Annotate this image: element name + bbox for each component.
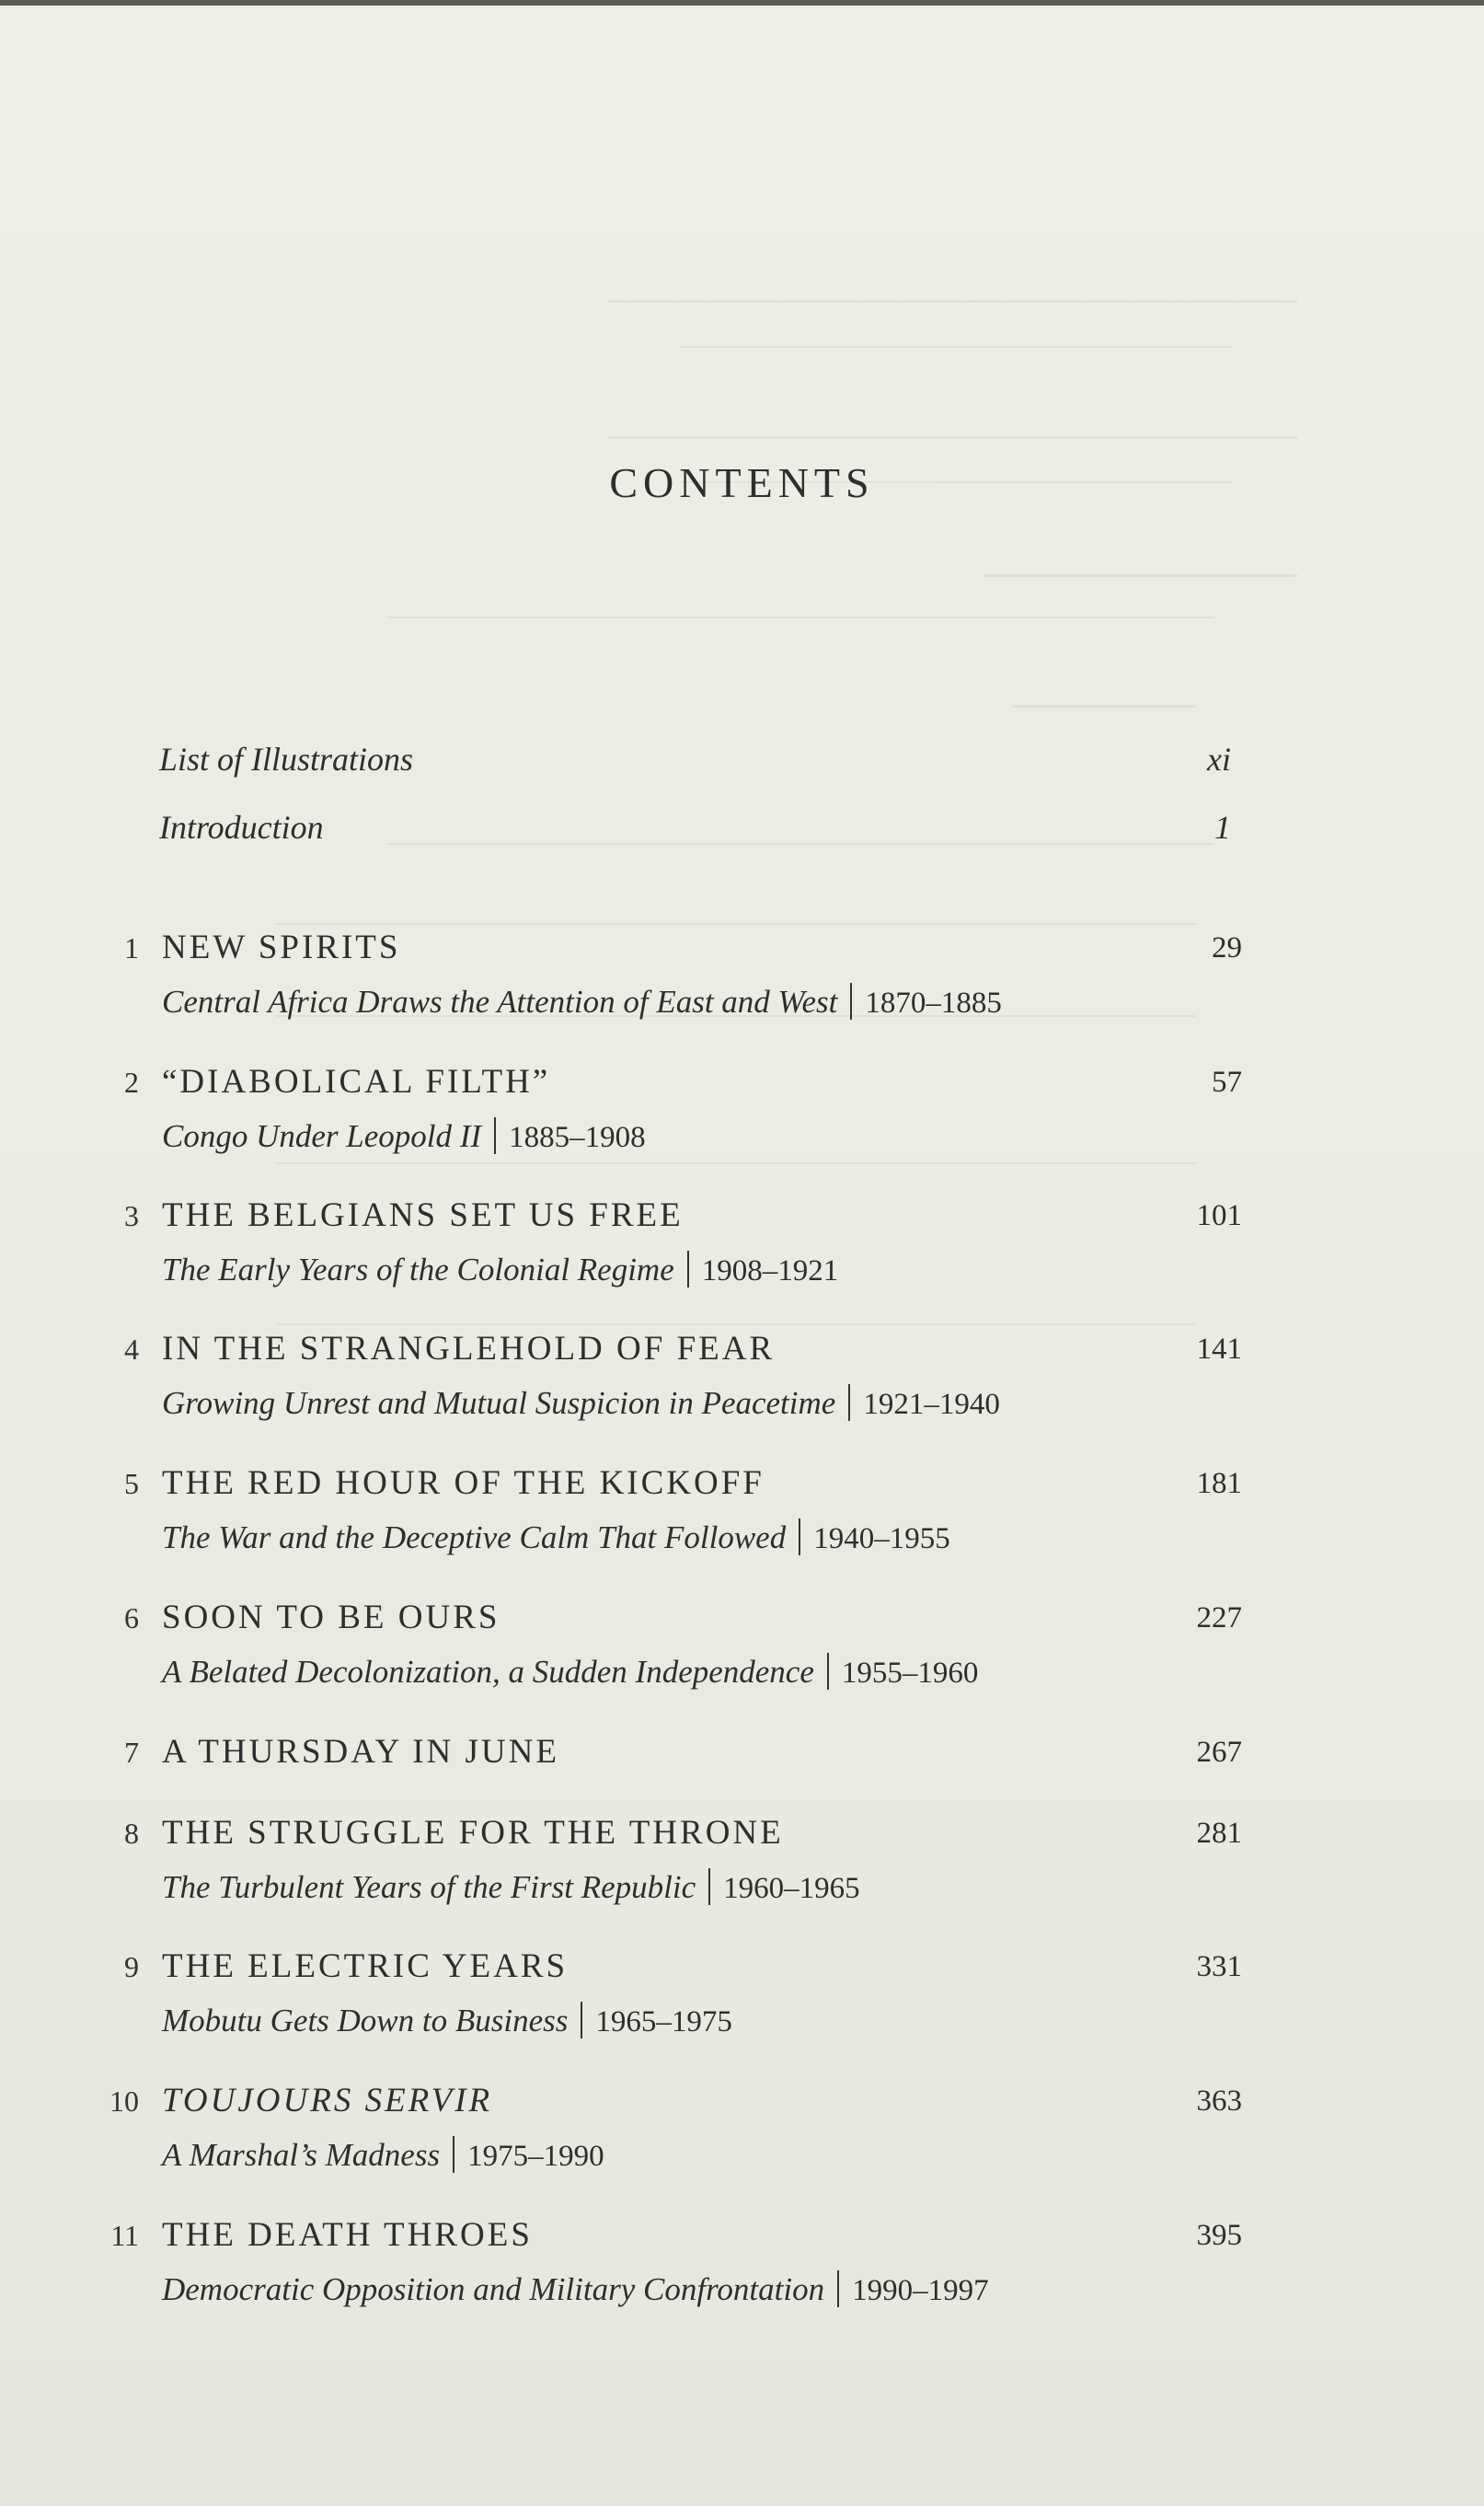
chapter-number: 11 bbox=[110, 2219, 139, 2252]
subtitle-separator bbox=[581, 2002, 582, 2038]
chapter-subtitle: A Marshal’s Madness bbox=[162, 2137, 441, 2173]
toc-front-item-illustrations: List of Illustrations bbox=[159, 741, 414, 778]
chapter-subtitle: Congo Under Leopold II bbox=[162, 1118, 482, 1154]
toc-chapter-row bbox=[0, 1464, 1484, 1577]
chapter-page: 331 bbox=[1196, 1950, 1242, 1983]
subtitle-separator bbox=[848, 1384, 850, 1421]
chapter-years: 1975–1990 bbox=[467, 2140, 604, 2173]
chapter-page: 141 bbox=[1196, 1333, 1242, 1366]
chapter-subtitle: The Early Years of the Colonial Regime bbox=[162, 1252, 674, 1288]
chapter-page: 363 bbox=[1196, 2084, 1242, 2118]
chapter-title: THE RED HOUR OF THE KICKOFF bbox=[162, 1464, 765, 1502]
toc-chapter-row bbox=[0, 1601, 1484, 1712]
chapter-title: THE ELECTRIC YEARS bbox=[162, 1947, 569, 1985]
chapter-years: 1965–1975 bbox=[595, 2005, 732, 2038]
toc-chapter-row bbox=[0, 931, 1484, 1042]
toc-chapter-row bbox=[0, 1330, 1484, 1443]
chapter-title: THE STRUGGLE FOR THE THRONE bbox=[162, 1814, 784, 1852]
chapter-years: 1908–1921 bbox=[701, 1254, 839, 1288]
subtitle-separator bbox=[494, 1117, 496, 1154]
chapter-subtitle: Mobutu Gets Down to Business bbox=[162, 2003, 569, 2038]
chapter-subtitle-line bbox=[162, 1251, 838, 1288]
page-title: CONTENTS bbox=[609, 459, 875, 506]
subtitle-separator bbox=[837, 2270, 839, 2307]
subtitle-separator bbox=[708, 1868, 710, 1905]
chapter-years: 1940–1955 bbox=[813, 1522, 950, 1555]
chapter-subtitle: The War and the Deceptive Calm That Followed bbox=[162, 1519, 787, 1555]
chapter-number: 2 bbox=[124, 1066, 139, 1099]
chapter-subtitle-line bbox=[162, 2136, 604, 2174]
chapter-title: THE DEATH THROES bbox=[162, 2216, 533, 2254]
toc-front-page-illustrations: xi bbox=[1207, 741, 1231, 778]
chapter-page: 395 bbox=[1196, 2219, 1242, 2252]
subtitle-separator bbox=[827, 1653, 829, 1690]
chapter-title: TOUJOURS SERVIR bbox=[162, 2082, 493, 2119]
chapter-page: 29 bbox=[1212, 931, 1242, 964]
chapter-number: 1 bbox=[124, 931, 139, 964]
chapter-page: 101 bbox=[1196, 1199, 1242, 1232]
chapter-years: 1990–1997 bbox=[852, 2274, 989, 2307]
subtitle-separator bbox=[453, 2136, 454, 2173]
chapter-number: 9 bbox=[124, 1950, 139, 1983]
chapter-title: A THURSDAY IN JUNE bbox=[162, 1733, 559, 1771]
toc-front-page-introduction: 1 bbox=[1214, 809, 1231, 846]
chapter-subtitle-line bbox=[162, 1384, 1000, 1422]
chapter-number: 5 bbox=[124, 1467, 139, 1500]
chapter-page: 181 bbox=[1196, 1467, 1242, 1500]
chapter-subtitle-line bbox=[162, 2270, 989, 2308]
toc-chapter-row bbox=[0, 1814, 1484, 1927]
toc-chapter-row bbox=[0, 2084, 1484, 2195]
toc-chapter-row bbox=[0, 1196, 1484, 1310]
chapter-subtitle-line bbox=[162, 2002, 732, 2039]
chapter-subtitle-line bbox=[162, 1117, 646, 1155]
chapter-page: 227 bbox=[1196, 1601, 1242, 1634]
subtitle-separator bbox=[850, 983, 852, 1020]
toc-front-item-introduction: Introduction bbox=[159, 809, 324, 846]
chapter-number: 10 bbox=[109, 2084, 139, 2118]
chapter-title: IN THE STRANGLEHOLD OF FEAR bbox=[162, 1330, 776, 1368]
chapter-page: 57 bbox=[1212, 1066, 1242, 1099]
chapter-title: “DIABOLICAL FILTH” bbox=[162, 1063, 551, 1101]
chapter-subtitle-line bbox=[162, 1653, 978, 1691]
toc-chapter-row bbox=[0, 1063, 1484, 1176]
chapter-title: SOON TO BE OURS bbox=[162, 1599, 500, 1636]
chapter-page: 281 bbox=[1196, 1817, 1242, 1850]
chapter-number: 7 bbox=[124, 1736, 139, 1769]
chapter-number: 3 bbox=[124, 1199, 139, 1232]
chapter-years: 1960–1965 bbox=[723, 1872, 860, 1905]
chapter-years: 1955–1960 bbox=[841, 1657, 979, 1690]
chapter-subtitle-line bbox=[162, 983, 1002, 1021]
chapter-subtitle: The Turbulent Years of the First Republic bbox=[162, 1869, 696, 1905]
chapter-title: NEW SPIRITS bbox=[162, 929, 401, 966]
toc-chapter-row bbox=[0, 2216, 1484, 2329]
chapter-subtitle: Democratic Opposition and Military Confrontation bbox=[162, 2271, 825, 2307]
toc-chapter-row bbox=[0, 1947, 1484, 2061]
chapter-number: 8 bbox=[124, 1817, 139, 1850]
chapter-subtitle: Growing Unrest and Mutual Suspicion in Peacetime bbox=[162, 1385, 836, 1421]
subtitle-separator bbox=[799, 1519, 800, 1555]
chapter-number: 4 bbox=[124, 1333, 139, 1366]
chapter-page: 267 bbox=[1196, 1736, 1242, 1769]
chapter-subtitle: Central Africa Draws the Attention of East and West bbox=[162, 984, 838, 1020]
chapter-subtitle-line bbox=[162, 1868, 860, 1906]
subtitle-separator bbox=[687, 1251, 689, 1288]
chapter-subtitle: A Belated Decolonization, a Sudden Independence bbox=[162, 1654, 814, 1690]
chapter-title: THE BELGIANS SET US FREE bbox=[162, 1196, 684, 1234]
chapter-number: 6 bbox=[124, 1601, 139, 1634]
chapter-years: 1870–1885 bbox=[865, 987, 1002, 1020]
chapter-subtitle-line bbox=[162, 1519, 950, 1556]
chapter-years: 1921–1940 bbox=[863, 1388, 1000, 1421]
chapter-years: 1885–1908 bbox=[509, 1121, 646, 1154]
